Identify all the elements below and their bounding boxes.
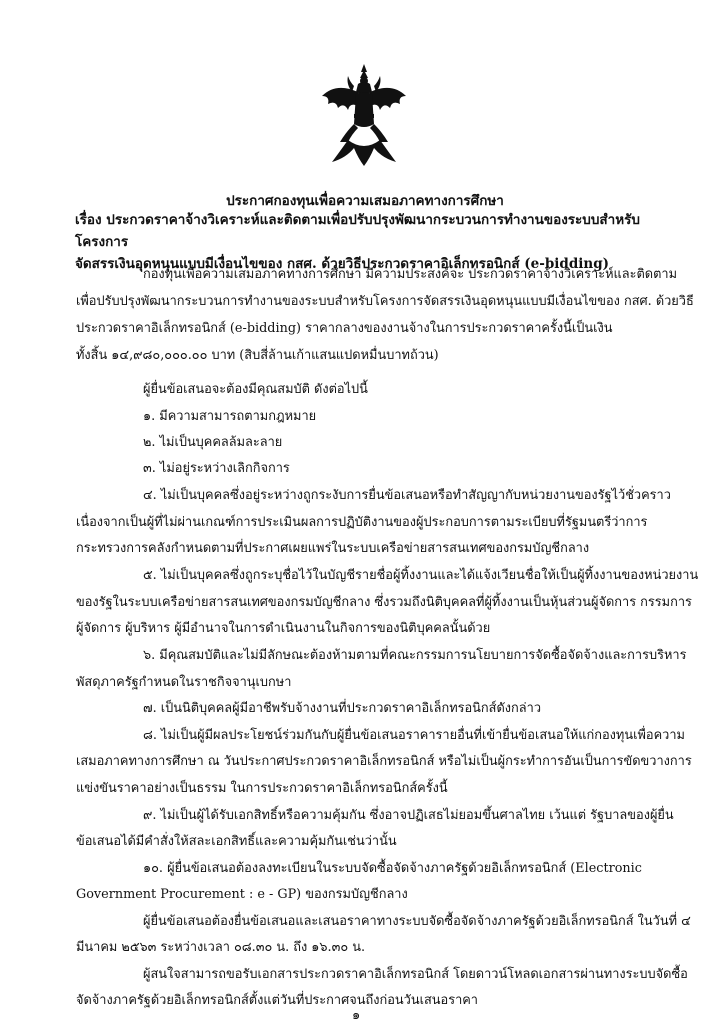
qualification-item: แข่งขันราคาอย่างเป็นธรรม ในการประกวดราคาอิเล็กทรอนิกส์ครั้งนี้: [76, 781, 448, 796]
intro-line: กองทุนเพื่อความเสมอภาคทางการศึกษา มีความประสงค์จะ ประกวดราคาจ้างวิเคราะห์และติดตาม: [143, 267, 678, 282]
subject-line: จัดสรรเงินอุดหนุนแบบมีเงื่อนไขของ กสศ. ด้วยวิธีประกวดราคาอิเล็กทรอนิกส์ (e-bidding): [75, 256, 610, 272]
page-number: ๑: [352, 1008, 361, 1023]
qualification-item: กระทรวงการคลังกำหนดตามที่ประกาศเผยแพร่ในระบบเครือข่ายสารสนเทศของกรมบัญชีกลาง: [76, 541, 590, 556]
qualification-item: เสมอภาคทางการศึกษา ณ วันประกาศประกวดราคาอิเล็กทรอนิกส์ หรือไม่เป็นผู้กระทำการอันเป็นการขัดขวางการ: [76, 754, 692, 769]
qualification-item: พัสดุภาครัฐกำหนดในราชกิจจานุเบกษา: [76, 675, 292, 690]
qualification-item: Government Procurement : e - GP) ของกรมบัญชีกลาง: [76, 887, 408, 902]
qualification-item: ๙. ไม่เป็นผู้ได้รับเอกสิทธิ์หรือความคุ้มกัน ซึ่งอาจปฏิเสธไม่ยอมขึ้นศาลไทย เว้นแต่ รัฐบาลของผู้ยื่น: [143, 808, 674, 823]
intro-line: ทั้งสิ้น ๑๔,๙๘๐,๐๐๐.๐๐ บาท (สิบสี่ล้านเก้าแสนแปดหมื่นบาทถ้วน): [76, 348, 439, 363]
garuda-emblem-icon: [318, 62, 410, 168]
announcement-title: ประกาศกองทุนเพื่อความเสมอภาคทางการศึกษา: [226, 193, 504, 209]
qualifications-heading: ผู้ยื่นข้อเสนอจะต้องมีคุณสมบัติ ดังต่อไปนี้: [143, 382, 368, 397]
submission-line: ผู้สนใจสามารถขอรับเอกสารประกวดราคาอิเล็กทรอนิกส์ โดยดาวน์โหลดเอกสารผ่านทางระบบจัดซื้อ: [143, 967, 688, 982]
qualification-item: ๓. ไม่อยู่ระหว่างเลิกกิจการ: [143, 461, 290, 476]
qualification-item: ๖. มีคุณสมบัติและไม่มีลักษณะต้องห้ามตามที่คณะกรรมการนโยบายการจัดซื้อจัดจ้างและการบริหาร: [143, 648, 687, 663]
qualification-item: ๗. เป็นนิติบุคคลผู้มีอาชีพรับจ้างงานที่ประกวดราคาอิเล็กทรอนิกส์ดังกล่าว: [143, 701, 542, 716]
qualification-item: ๒. ไม่เป็นบุคคลล้มละลาย: [143, 435, 283, 450]
qualification-item: ๔. ไม่เป็นบุคคลซึ่งอยู่ระหว่างถูกระงับการยื่นข้อเสนอหรือทำสัญญากับหน่วยงานของรัฐไว้ชั่วคราว: [143, 488, 671, 503]
intro-line: ประกวดราคาอิเล็กทรอนิกส์ (e-bidding) ราคากลางของงานจ้างในการประกวดราคาครั้งนี้เป็นเงิน: [76, 321, 613, 336]
submission-line: จัดจ้างภาครัฐด้วยอิเล็กทรอนิกส์ตั้งแต่วันที่ประกาศจนถึงก่อนวันเสนอราคา: [76, 993, 478, 1008]
submission-line: ผู้ยื่นข้อเสนอต้องยื่นข้อเสนอและเสนอราคาทางระบบจัดซื้อจัดจ้างภาครัฐด้วยอิเล็กทรอนิกส์ ในวันที่ ๔: [143, 914, 691, 929]
qualification-item: ข้อเสนอได้มีคำสั่งให้สละเอกสิทธิ์และความคุ้มกันเช่นว่านั้น: [76, 834, 397, 849]
qualification-item: เนื่องจากเป็นผู้ที่ไม่ผ่านเกณฑ์การประเมินผลการปฏิบัติงานของผู้ประกอบการตามระเบียบที่รัฐมนตรีว่าการ: [76, 515, 648, 530]
qualification-item: ๑๐. ผู้ยื่นข้อเสนอต้องลงทะเบียนในระบบจัดซื้อจัดจ้างภาครัฐด้วยอิเล็กทรอนิกส์ (Electronic: [143, 861, 642, 876]
qualification-item: ๘. ไม่เป็นผู้มีผลประโยชน์ร่วมกันกับผู้ยื่นข้อเสนอราคารายอื่นที่เข้ายื่นข้อเสนอให้แก่กองทุนเพื่อความ: [143, 728, 685, 743]
subject-line: เรื่อง ประกวดราคาจ้างวิเคราะห์และติดตามเพื่อปรับปรุงพัฒนากระบวนการทำงานของระบบสำหรับโครงการ: [75, 212, 640, 250]
qualification-item: ๕. ไม่เป็นบุคคลซึ่งถูกระบุชื่อไว้ในบัญชีรายชื่อผู้ทิ้งงานและได้แจ้งเวียนชื่อให้เป็นผู้ทิ้งงานของหน่วยงาน: [143, 568, 699, 583]
qualification-item: ๑. มีความสามารถตามกฎหมาย: [143, 409, 317, 424]
qualification-item: ของรัฐในระบบเครือข่ายสารสนเทศของกรมบัญชีกลาง ซึ่งรวมถึงนิติบุคคลที่ผู้ทิ้งงานเป็นหุ้นส่วนผู้จัดการ กรรมการ: [76, 595, 692, 610]
intro-line: เพื่อปรับปรุงพัฒนากระบวนการทำงานของระบบสำหรับโครงการจัดสรรเงินอุดหนุนแบบมีเงื่อนไขของ กสศ. ด้วยวิธี: [76, 294, 694, 309]
submission-line: มีนาคม ๒๕๖๓ ระหว่างเวลา ๐๘.๓๐ น. ถึง ๑๖.๓๐ น.: [76, 940, 366, 955]
qualification-item: ผู้จัดการ ผู้บริหาร ผู้มีอำนาจในการดำเนินงานในกิจการของนิติบุคคลนั้นด้วย: [76, 621, 491, 636]
